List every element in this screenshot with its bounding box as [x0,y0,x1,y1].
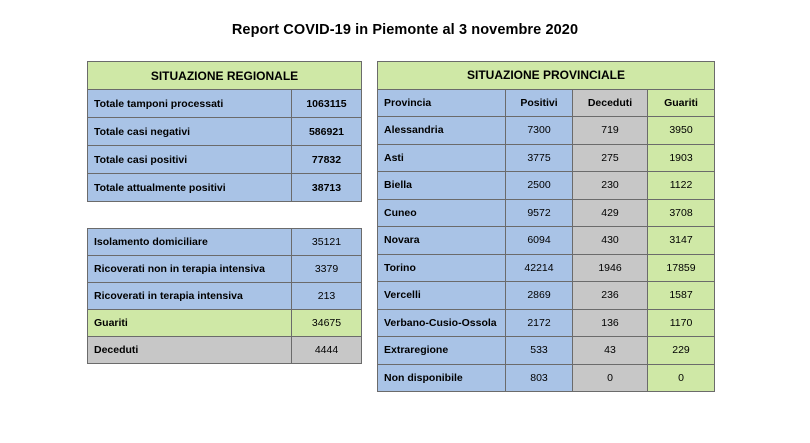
page-title: Report COVID-19 in Piemonte al 3 novembre 2020 [231,22,579,38]
row-value: 3379 [292,256,362,283]
cell-deceduti: 236 [573,282,648,310]
cell-guariti: 3708 [648,199,715,227]
row-value: 213 [292,283,362,310]
cell-provincia: Cuneo [378,199,506,227]
table-row [378,227,715,255]
table-row [88,283,362,310]
row-label: Isolamento domiciliare [88,229,292,256]
provincial-header: SITUAZIONE PROVINCIALE [378,62,715,90]
cell-guariti: 0 [648,364,715,392]
provincial-table [377,61,715,392]
table-row [378,337,715,365]
table-row [378,282,715,310]
table-row [88,146,362,174]
row-value: 38713 [292,174,362,202]
cell-positivi: 2869 [506,282,573,310]
cell-deceduti: 0 [573,364,648,392]
cell-deceduti: 429 [573,199,648,227]
regional-summary-table [87,61,362,202]
table-row [88,310,362,337]
regional-header: SITUAZIONE REGIONALE [88,62,362,90]
table-row [378,144,715,172]
cell-provincia: Alessandria [378,117,506,145]
cell-deceduti: 43 [573,337,648,365]
row-value: 35121 [292,229,362,256]
row-value: 4444 [292,337,362,364]
cell-provincia: Novara [378,227,506,255]
cell-positivi: 2172 [506,309,573,337]
row-label: Totale tamponi processati [88,90,292,118]
regional-detail-table [87,228,362,364]
table-row [378,254,715,282]
cell-positivi: 9572 [506,199,573,227]
row-value: 586921 [292,118,362,146]
cell-deceduti: 430 [573,227,648,255]
cell-guariti: 1122 [648,172,715,200]
cell-positivi: 2500 [506,172,573,200]
cell-guariti: 17859 [648,254,715,282]
row-label: Deceduti [88,337,292,364]
cell-positivi: 3775 [506,144,573,172]
column-header-deceduti: Deceduti [573,89,648,117]
cell-positivi: 6094 [506,227,573,255]
cell-provincia: Non disponibile [378,364,506,392]
table-row [88,174,362,202]
table-row [378,199,715,227]
cell-positivi: 533 [506,337,573,365]
table-row [88,229,362,256]
cell-provincia: Asti [378,144,506,172]
cell-provincia: Torino [378,254,506,282]
cell-guariti: 1903 [648,144,715,172]
cell-provincia: Biella [378,172,506,200]
cell-guariti: 229 [648,337,715,365]
table-row [378,117,715,145]
column-header-row [378,89,715,117]
table-row [378,309,715,337]
row-label: Ricoverati non in terapia intensiva [88,256,292,283]
cell-positivi: 803 [506,364,573,392]
row-value: 77832 [292,146,362,174]
cell-guariti: 1170 [648,309,715,337]
row-label: Ricoverati in terapia intensiva [88,283,292,310]
cell-provincia: Extraregione [378,337,506,365]
row-label: Totale attualmente positivi [88,174,292,202]
table-row [88,337,362,364]
row-value: 34675 [292,310,362,337]
cell-deceduti: 230 [573,172,648,200]
cell-guariti: 3950 [648,117,715,145]
table-row [378,364,715,392]
row-label: Guariti [88,310,292,337]
row-value: 1063115 [292,90,362,118]
table-row [378,172,715,200]
table-row [88,118,362,146]
cell-deceduti: 275 [573,144,648,172]
cell-deceduti: 719 [573,117,648,145]
table-row [88,256,362,283]
column-header-guariti: Guariti [648,89,715,117]
cell-deceduti: 136 [573,309,648,337]
row-label: Totale casi positivi [88,146,292,174]
provincial-body [378,117,715,392]
cell-provincia: Vercelli [378,282,506,310]
table-row [88,90,362,118]
cell-provincia: Verbano-Cusio-Ossola [378,309,506,337]
column-header-positivi: Positivi [506,89,573,117]
column-header-provincia: Provincia [378,89,506,117]
cell-positivi: 7300 [506,117,573,145]
cell-deceduti: 1946 [573,254,648,282]
cell-guariti: 1587 [648,282,715,310]
row-label: Totale casi negativi [88,118,292,146]
cell-guariti: 3147 [648,227,715,255]
cell-positivi: 42214 [506,254,573,282]
